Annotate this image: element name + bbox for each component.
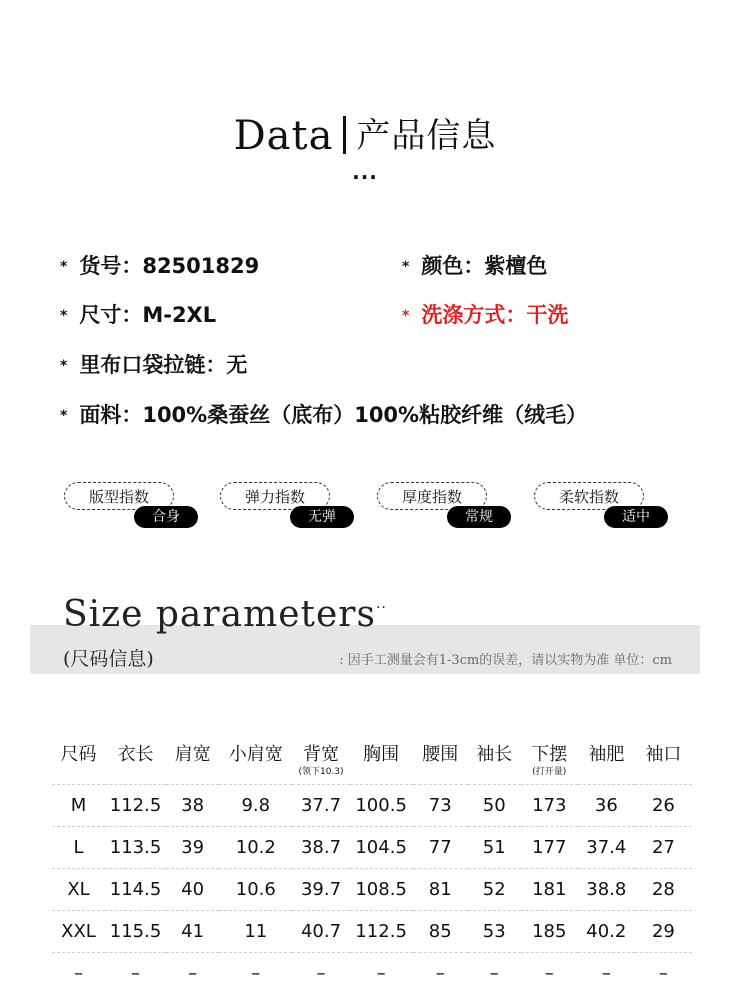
info-size <box>60 299 216 329</box>
elasticity-index-value: 无弹 <box>290 506 354 528</box>
column-header: 袖长 <box>476 744 513 765</box>
softness-index-value: 适中 <box>604 506 668 528</box>
color-text: 颜色：紫檀色 <box>421 254 548 278</box>
table-cell: 40.7 <box>292 911 349 953</box>
zipper-text: 里布口袋拉链：无 <box>79 353 248 377</box>
table-row <box>52 953 692 995</box>
table-cell: 41 <box>166 911 219 953</box>
column-header-note: (领下10.3) <box>298 767 344 777</box>
table-cell: 10.6 <box>219 869 292 911</box>
title-chinese: 产品信息 <box>356 116 497 156</box>
table-cell: 113.5 <box>105 827 166 869</box>
star-icon: * <box>402 308 410 324</box>
size-title <box>63 594 387 635</box>
table-cell: 36 <box>578 785 635 827</box>
title-divider <box>343 116 346 154</box>
size-note: : 因手工测量会有1-3cm的误差，请以实物为准 单位：cm <box>339 653 672 668</box>
table-cell: – <box>350 953 413 995</box>
star-icon: * <box>60 259 68 275</box>
table-cell: XL <box>52 869 105 911</box>
thickness-index-label: 厚度指数 <box>377 482 487 510</box>
table-cell: – <box>52 953 105 995</box>
elasticity-index <box>220 482 336 530</box>
item-number-text: 货号：82501829 <box>79 254 260 278</box>
table-cell: 53 <box>468 911 521 953</box>
table-cell: – <box>635 953 692 995</box>
table-cell: 28 <box>635 869 692 911</box>
title-dots: ... <box>352 160 378 184</box>
star-icon: * <box>60 358 68 374</box>
wash-text: 洗涤方式：干洗 <box>421 303 569 327</box>
table-cell: 10.2 <box>219 827 292 869</box>
table-cell: 51 <box>468 827 521 869</box>
size-table-header-row <box>52 738 692 785</box>
star-icon: * <box>402 259 410 275</box>
table-cell: 26 <box>635 785 692 827</box>
table-cell: 77 <box>413 827 468 869</box>
table-cell: M <box>52 785 105 827</box>
table-cell: 39.7 <box>292 869 349 911</box>
thickness-index-value: 常规 <box>447 506 511 528</box>
table-row <box>52 911 692 953</box>
table-cell: 38.7 <box>292 827 349 869</box>
table-cell: – <box>166 953 219 995</box>
softness-index <box>534 482 650 530</box>
size-table-body <box>52 785 692 995</box>
table-cell: 50 <box>468 785 521 827</box>
table-cell: 112.5 <box>350 911 413 953</box>
column-header <box>292 738 349 785</box>
table-cell: 39 <box>166 827 219 869</box>
table-cell: 115.5 <box>105 911 166 953</box>
fit-index <box>64 482 180 530</box>
fit-index-label: 版型指数 <box>64 482 174 510</box>
column-header: 袖口 <box>645 744 682 765</box>
column-header <box>521 738 578 785</box>
table-cell: – <box>105 953 166 995</box>
table-cell: 37.4 <box>578 827 635 869</box>
star-icon: * <box>60 308 68 324</box>
column-header: 腰围 <box>422 744 459 765</box>
title-english: Data <box>233 113 334 159</box>
size-title-dots: ·· <box>375 600 387 616</box>
table-cell: – <box>292 953 349 995</box>
column-header-note: (打开量) <box>532 767 567 777</box>
table-cell: 9.8 <box>219 785 292 827</box>
column-header: 衣长 <box>117 744 154 765</box>
table-cell: 38 <box>166 785 219 827</box>
table-cell: 73 <box>413 785 468 827</box>
column-header: 胸围 <box>363 744 400 765</box>
page-title <box>0 108 730 159</box>
column-header: 肩宽 <box>174 744 211 765</box>
size-table <box>52 738 692 994</box>
table-cell: 85 <box>413 911 468 953</box>
elasticity-index-label: 弹力指数 <box>220 482 330 510</box>
info-wash <box>402 299 568 329</box>
table-row <box>52 869 692 911</box>
table-cell: 173 <box>521 785 578 827</box>
table-cell: 38.8 <box>578 869 635 911</box>
table-cell: – <box>413 953 468 995</box>
table-cell: 40.2 <box>578 911 635 953</box>
table-cell: 104.5 <box>350 827 413 869</box>
fit-index-value: 合身 <box>134 506 198 528</box>
thickness-index <box>377 482 493 530</box>
table-cell: 108.5 <box>350 869 413 911</box>
table-cell: L <box>52 827 105 869</box>
table-cell: 185 <box>521 911 578 953</box>
column-header: 袖肥 <box>588 744 625 765</box>
fabric-text: 面料：100%桑蚕丝（底布）100%粘胶纤维（绒毛） <box>79 403 588 427</box>
table-cell: 177 <box>521 827 578 869</box>
info-color <box>402 250 547 280</box>
star-icon: * <box>60 408 68 424</box>
column-header: 尺码 <box>60 744 97 765</box>
size-title-text: Size parameters <box>63 594 376 635</box>
table-cell: – <box>468 953 521 995</box>
table-cell: – <box>219 953 292 995</box>
table-cell: 40 <box>166 869 219 911</box>
table-cell: 11 <box>219 911 292 953</box>
table-cell: XXL <box>52 911 105 953</box>
table-cell: 27 <box>635 827 692 869</box>
softness-index-label: 柔软指数 <box>534 482 644 510</box>
table-cell: – <box>521 953 578 995</box>
size-subtitle: (尺码信息) <box>63 648 154 670</box>
table-cell: 100.5 <box>350 785 413 827</box>
table-row <box>52 785 692 827</box>
table-cell: 181 <box>521 869 578 911</box>
table-cell: – <box>578 953 635 995</box>
size-text: 尺寸：M-2XL <box>79 303 217 327</box>
column-header: 小肩宽 <box>228 744 283 765</box>
info-zipper <box>60 349 247 379</box>
table-cell: 81 <box>413 869 468 911</box>
info-item-number <box>60 250 259 280</box>
table-cell: 37.7 <box>292 785 349 827</box>
column-header-text: 背宽 <box>303 744 340 765</box>
column-header-text: 下摆 <box>531 744 568 765</box>
table-row <box>52 827 692 869</box>
table-cell: 52 <box>468 869 521 911</box>
table-cell: 114.5 <box>105 869 166 911</box>
info-fabric <box>60 399 587 429</box>
table-cell: 112.5 <box>105 785 166 827</box>
table-cell: 29 <box>635 911 692 953</box>
